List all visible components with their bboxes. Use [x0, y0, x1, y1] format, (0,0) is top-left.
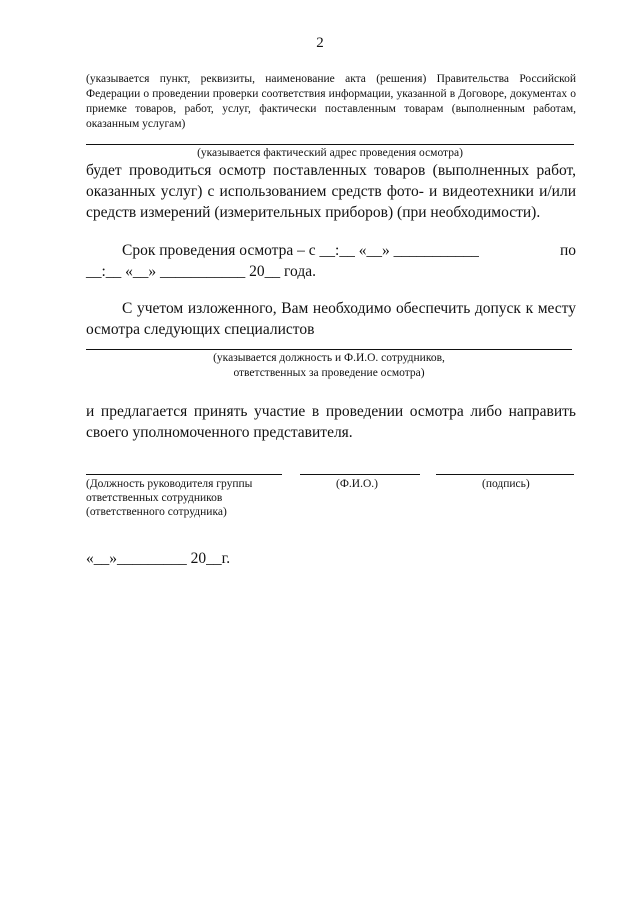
position-caption-3: (ответственного сотрудника) [86, 506, 227, 518]
specialists-note-line-2: ответственных за проведение осмотра) [233, 367, 425, 379]
term-line-1-to: по [560, 242, 577, 259]
specialists-note-line-1: (указывается должность и Ф.И.О. сотрудников, [213, 352, 445, 364]
specialists-blank-line [86, 349, 572, 350]
act-reference-note: (указывается пункт, реквизиты, наименование акта (решения) Правительства Российской Федерации о проведении проверки соответствия информации, указанной в Договоре, документах о приемке товаров, работ, услуг, фактически поставленным товарам (выполненным работам, оказанным услугам) [86, 73, 576, 130]
term-line-1: Срок проведения осмотра – с __:__ «__» ___________ [122, 242, 479, 259]
fio-caption: (Ф.И.О.) [336, 478, 378, 490]
term-line-2: __:__ «__» ___________ 20__ года. [86, 263, 316, 280]
participation-paragraph: и предлагается принять участие в проведении осмотра либо направить своего уполномоченного представителя. [86, 403, 576, 441]
fio-blank-line [300, 474, 420, 475]
address-blank-line [86, 144, 574, 145]
signature-blank-line [436, 474, 574, 475]
signature-caption: (подпись) [482, 478, 530, 490]
inspection-paragraph: будет проводиться осмотр поставленных товаров (выполненных работ, оказанных услуг) с использованием средств фото- и видеотехники и/или средств измерений (измерительных приборов) (при необходимости). [86, 162, 576, 221]
date-line: «__»_________ 20__г. [86, 550, 231, 567]
position-caption-1: (Должность руководителя группы [86, 478, 253, 490]
position-blank-line [86, 474, 282, 475]
position-caption-2: ответственных сотрудников [86, 492, 223, 504]
address-note: (указывается фактический адрес проведения осмотра) [197, 147, 463, 159]
access-paragraph: С учетом изложенного, Вам необходимо обеспечить допуск к месту осмотра следующих специалистов [86, 300, 576, 338]
page-number: 2 [316, 35, 324, 51]
